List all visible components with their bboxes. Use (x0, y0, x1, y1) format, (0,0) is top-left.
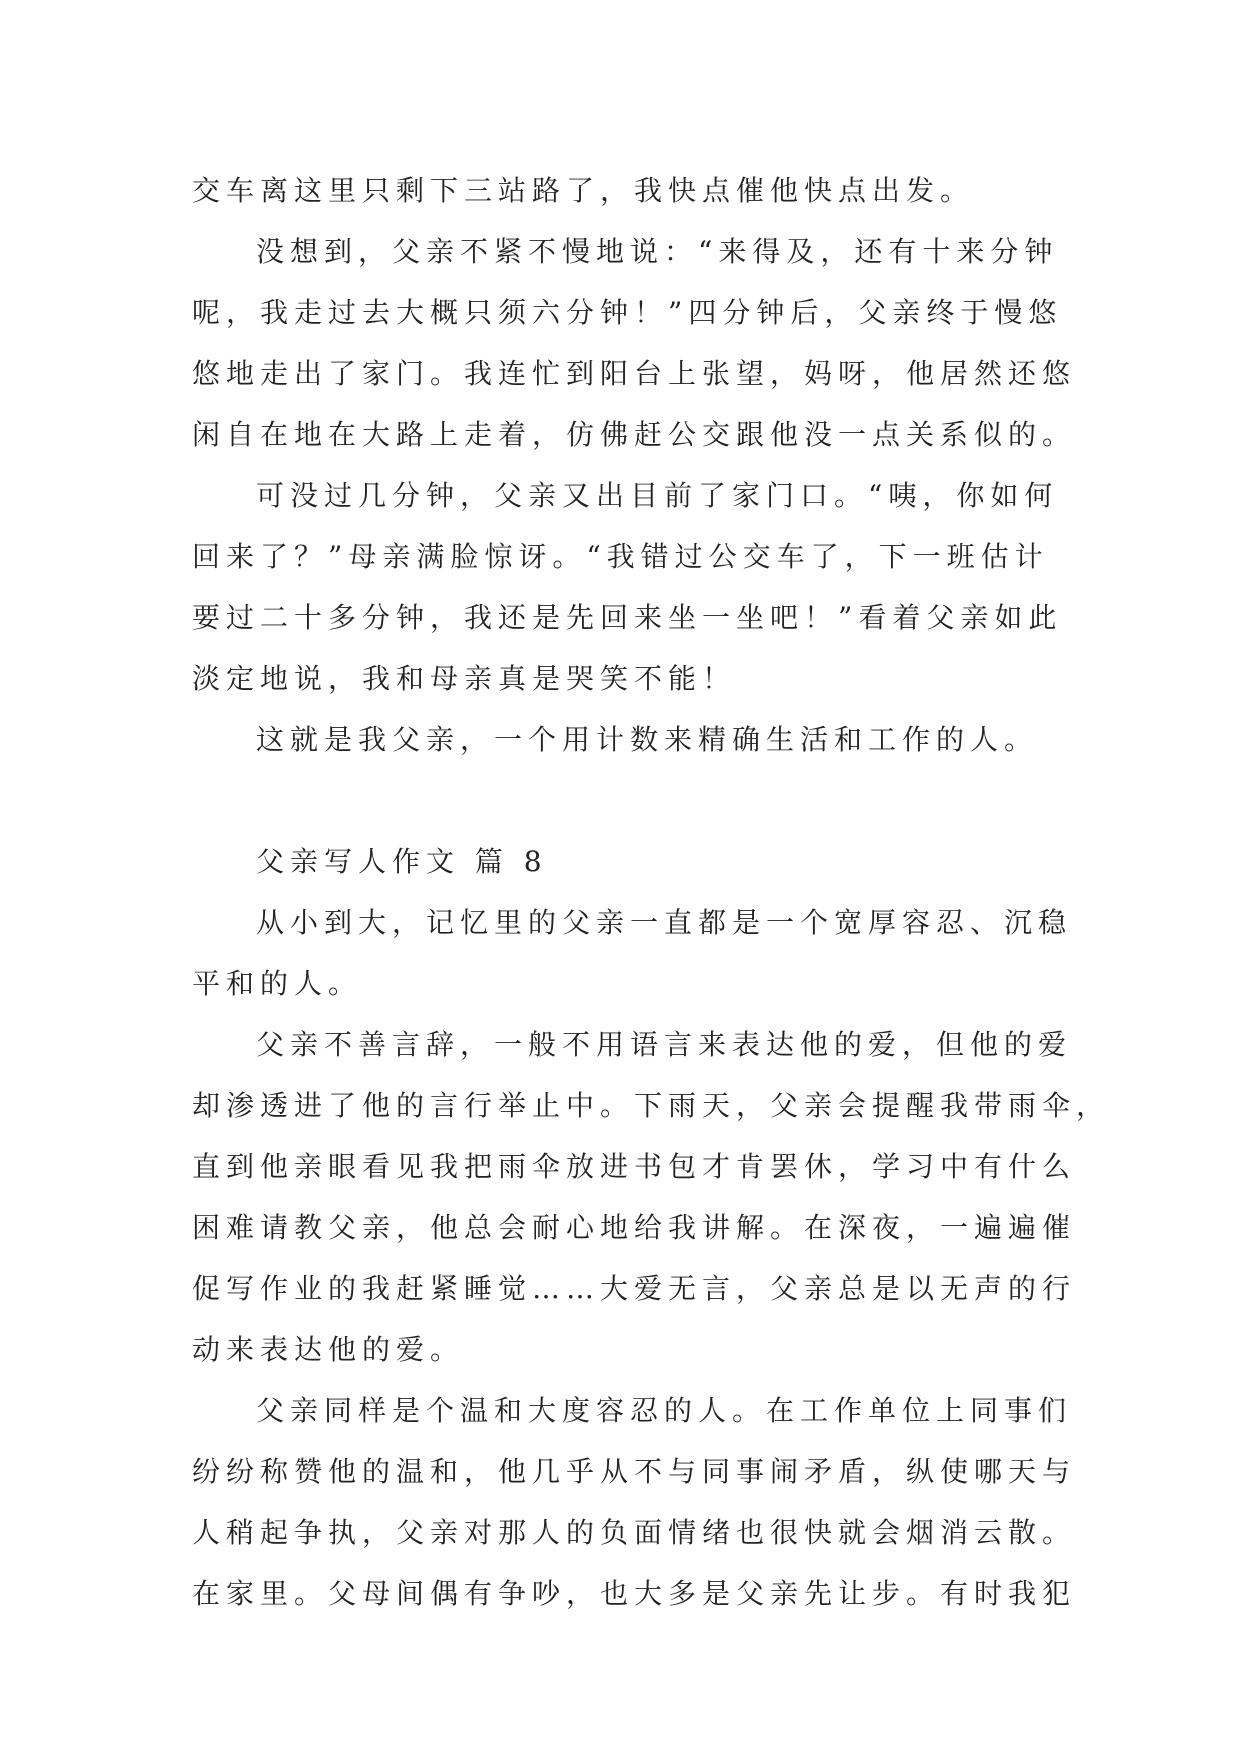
text-line: 动来表达他的爱。 (192, 1333, 465, 1366)
paragraph-start-line: 没想到，父亲不紧不慢地说：“来得及，还有十来分钟 (256, 235, 1059, 268)
text-line: 闲自在地在大路上走着，仿佛赶公交跟他没一点关系似的。 (192, 418, 1077, 451)
paragraph-start-line: 从小到大，记忆里的父亲一直都是一个宽厚容忍、沉稳 (256, 906, 1073, 939)
paragraph-start-line: 父亲同样是个温和大度容忍的人。在工作单位上同事们 (256, 1394, 1073, 1427)
text-line: 交车离这里只剩下三站路了，我快点催他快点出发。 (192, 174, 975, 207)
document-body (192, 160, 1111, 1624)
text-line: 呢，我走过去大概只须六分钟！”四分钟后，父亲终于慢悠 (192, 296, 1063, 329)
text-line: 在家里。父母间偶有争吵，也大多是父亲先让步。有时我犯 (192, 1577, 1077, 1610)
paragraph-start-line: 可没过几分钟，父亲又出目前了家门口。“咦，你如何 (256, 479, 1059, 512)
blank-line (192, 770, 1052, 831)
text-line: 回来了？”母亲满脸惊讶。“我错过公交车了，下一班估计 (192, 540, 1049, 573)
text-line: 促写作业的我赶紧睡觉……大爱无言，父亲总是以无声的行 (192, 1272, 1077, 1305)
text-line: 平和的人。 (192, 967, 363, 1000)
text-line: 人稍起争执，父亲对那人的负面情绪也很快就会烟消云散。 (192, 1516, 1077, 1549)
text-line: 直到他亲眼看见我把雨伞放进书包才肯罢休，学习中有什么 (192, 1150, 1077, 1183)
paragraph-start-line: 父亲不善言辞，一般不用语言来表达他的爱，但他的爱 (256, 1028, 1073, 1061)
text-line: 纷纷称赞他的温和，他几乎从不与同事闹矛盾，纵使哪天与 (192, 1455, 1077, 1488)
text-line: 淡定地说，我和母亲真是哭笑不能！ (192, 662, 737, 695)
text-line: 悠地走出了家门。我连忙到阳台上张望，妈呀，他居然还悠 (192, 357, 1077, 390)
text-line: 却渗透进了他的言行举止中。下雨天，父亲会提醒我带雨伞， (192, 1089, 1111, 1122)
text-line: 要过二十多分钟，我还是先回来坐一坐吧！”看着父亲如此 (192, 601, 1063, 634)
section-heading: 父亲写人作文 篇 8 (256, 845, 548, 878)
paragraph-start-line: 这就是我父亲，一个用计数来精确生活和工作的人。 (256, 723, 1039, 756)
text-line: 困难请教父亲，他总会耐心地给我讲解。在深夜，一遍遍催 (192, 1211, 1077, 1244)
